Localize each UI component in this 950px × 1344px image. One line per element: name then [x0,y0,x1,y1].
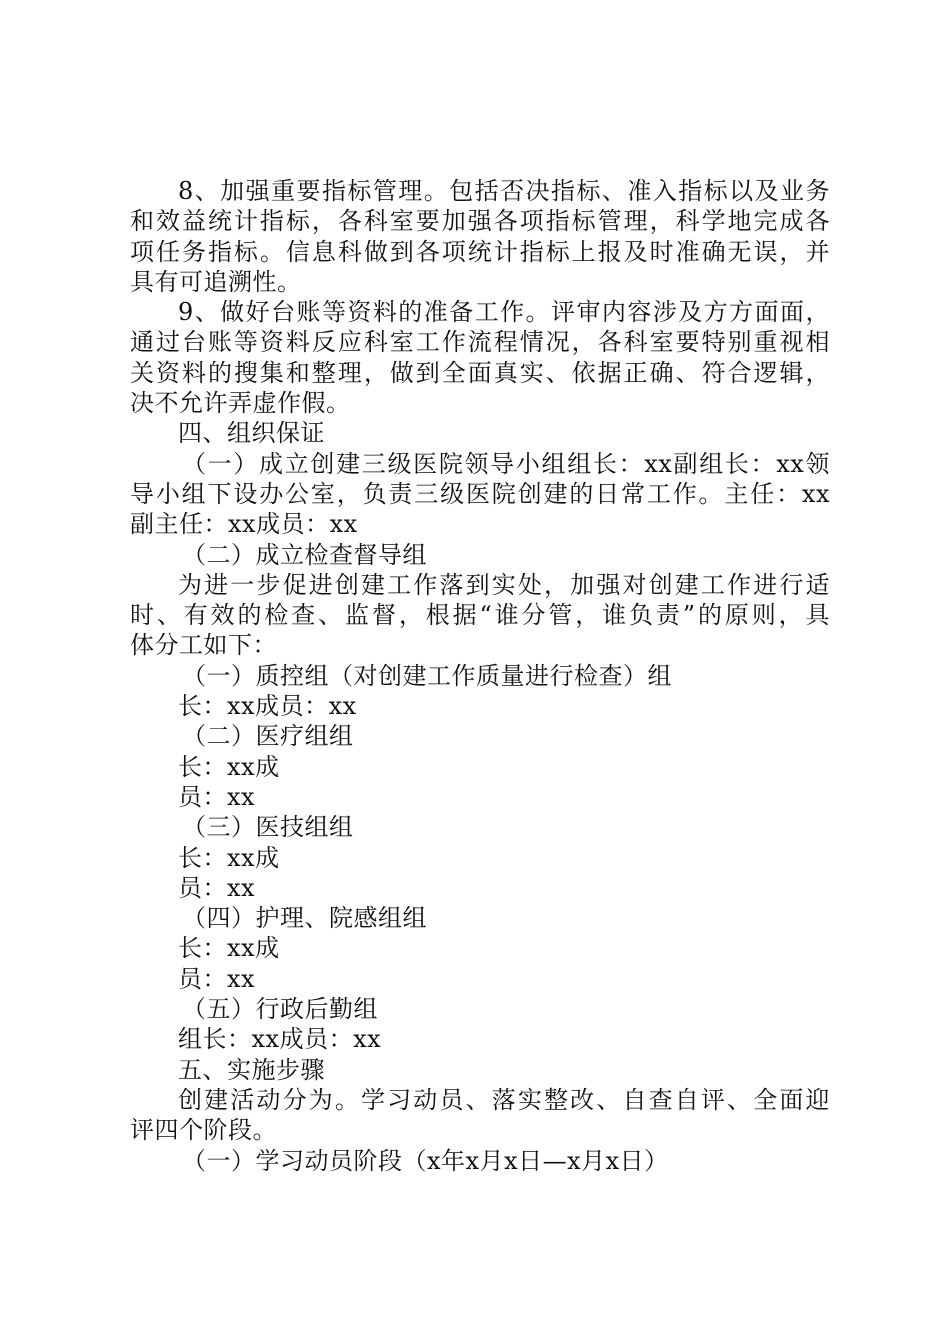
section-heading: 五、实施步骤 [178,1055,325,1084]
subsection-heading: （二）成立检查督导组 [182,540,427,569]
section-heading: 四、组织保证 [178,419,325,448]
document-page [130,176,830,1176]
paragraph-line: 和效益统计指标，各科室要加强各项指标管理，科学地完成各 [130,207,830,236]
paragraph-line: 导小组下设办公室，负责三级医院创建的日常工作。主任：xx [130,479,830,508]
paragraph-line: 体分工如下： [130,631,277,660]
group-heading: （二）医疗组组 [182,722,354,751]
group-members: 长：xx成员：xx [178,692,357,721]
group-heading: （一）质控组（对创建工作质量进行检查）组 [182,661,672,690]
subsection-heading: （一）学习动员阶段（x年x月x日—x月x日） [182,1146,669,1175]
paragraph-line: 具有可追溯性。 [130,267,302,296]
group-members: 员：xx [178,873,256,902]
paragraph-line: 副主任：xx成员：xx [130,510,358,539]
group-heading: （四）护理、院感组组 [182,904,427,933]
paragraph-line: 项任务指标。信息科做到各项统计指标上报及时准确无误，并 [130,237,830,266]
paragraph-line: 创建活动分为。学习动员、落实整改、自查自评、全面迎 [178,1085,830,1114]
group-members: 组长：xx成员：xx [178,1025,382,1054]
paragraph-line: 9、做好台账等资料的准备工作。评审内容涉及方方面面， [178,298,830,327]
paragraph-line: 通过台账等资料反应科室工作流程情况，各科室要特别重视相 [130,328,830,357]
group-members: 员：xx [178,964,256,993]
paragraph-line: 时、有效的检查、监督，根据“谁分管，谁负责”的原则，具 [130,601,830,630]
paragraph-line: （一）成立创建三级医院领导小组组长：xx副组长：xx领 [182,449,830,478]
paragraph-line: 评四个阶段。 [130,1116,277,1145]
paragraph-line: 决不允许弄虚作假。 [130,389,351,418]
group-members: 长：xx成 [178,843,280,872]
paragraph-line: 8、加强重要指标管理。包括否决指标、准入指标以及业务 [178,177,830,205]
group-members: 长：xx成 [178,752,280,781]
group-members: 员：xx [178,782,256,811]
paragraph-line: 关资料的搜集和整理，做到全面真实、依据正确、符合逻辑， [130,358,830,387]
group-heading: （五）行政后勤组 [182,995,378,1024]
paragraph-line: 为进一步促进创建工作落到实处，加强对创建工作进行适 [178,570,830,599]
group-heading: （三）医技组组 [182,813,354,842]
group-members: 长：xx成 [178,934,280,963]
